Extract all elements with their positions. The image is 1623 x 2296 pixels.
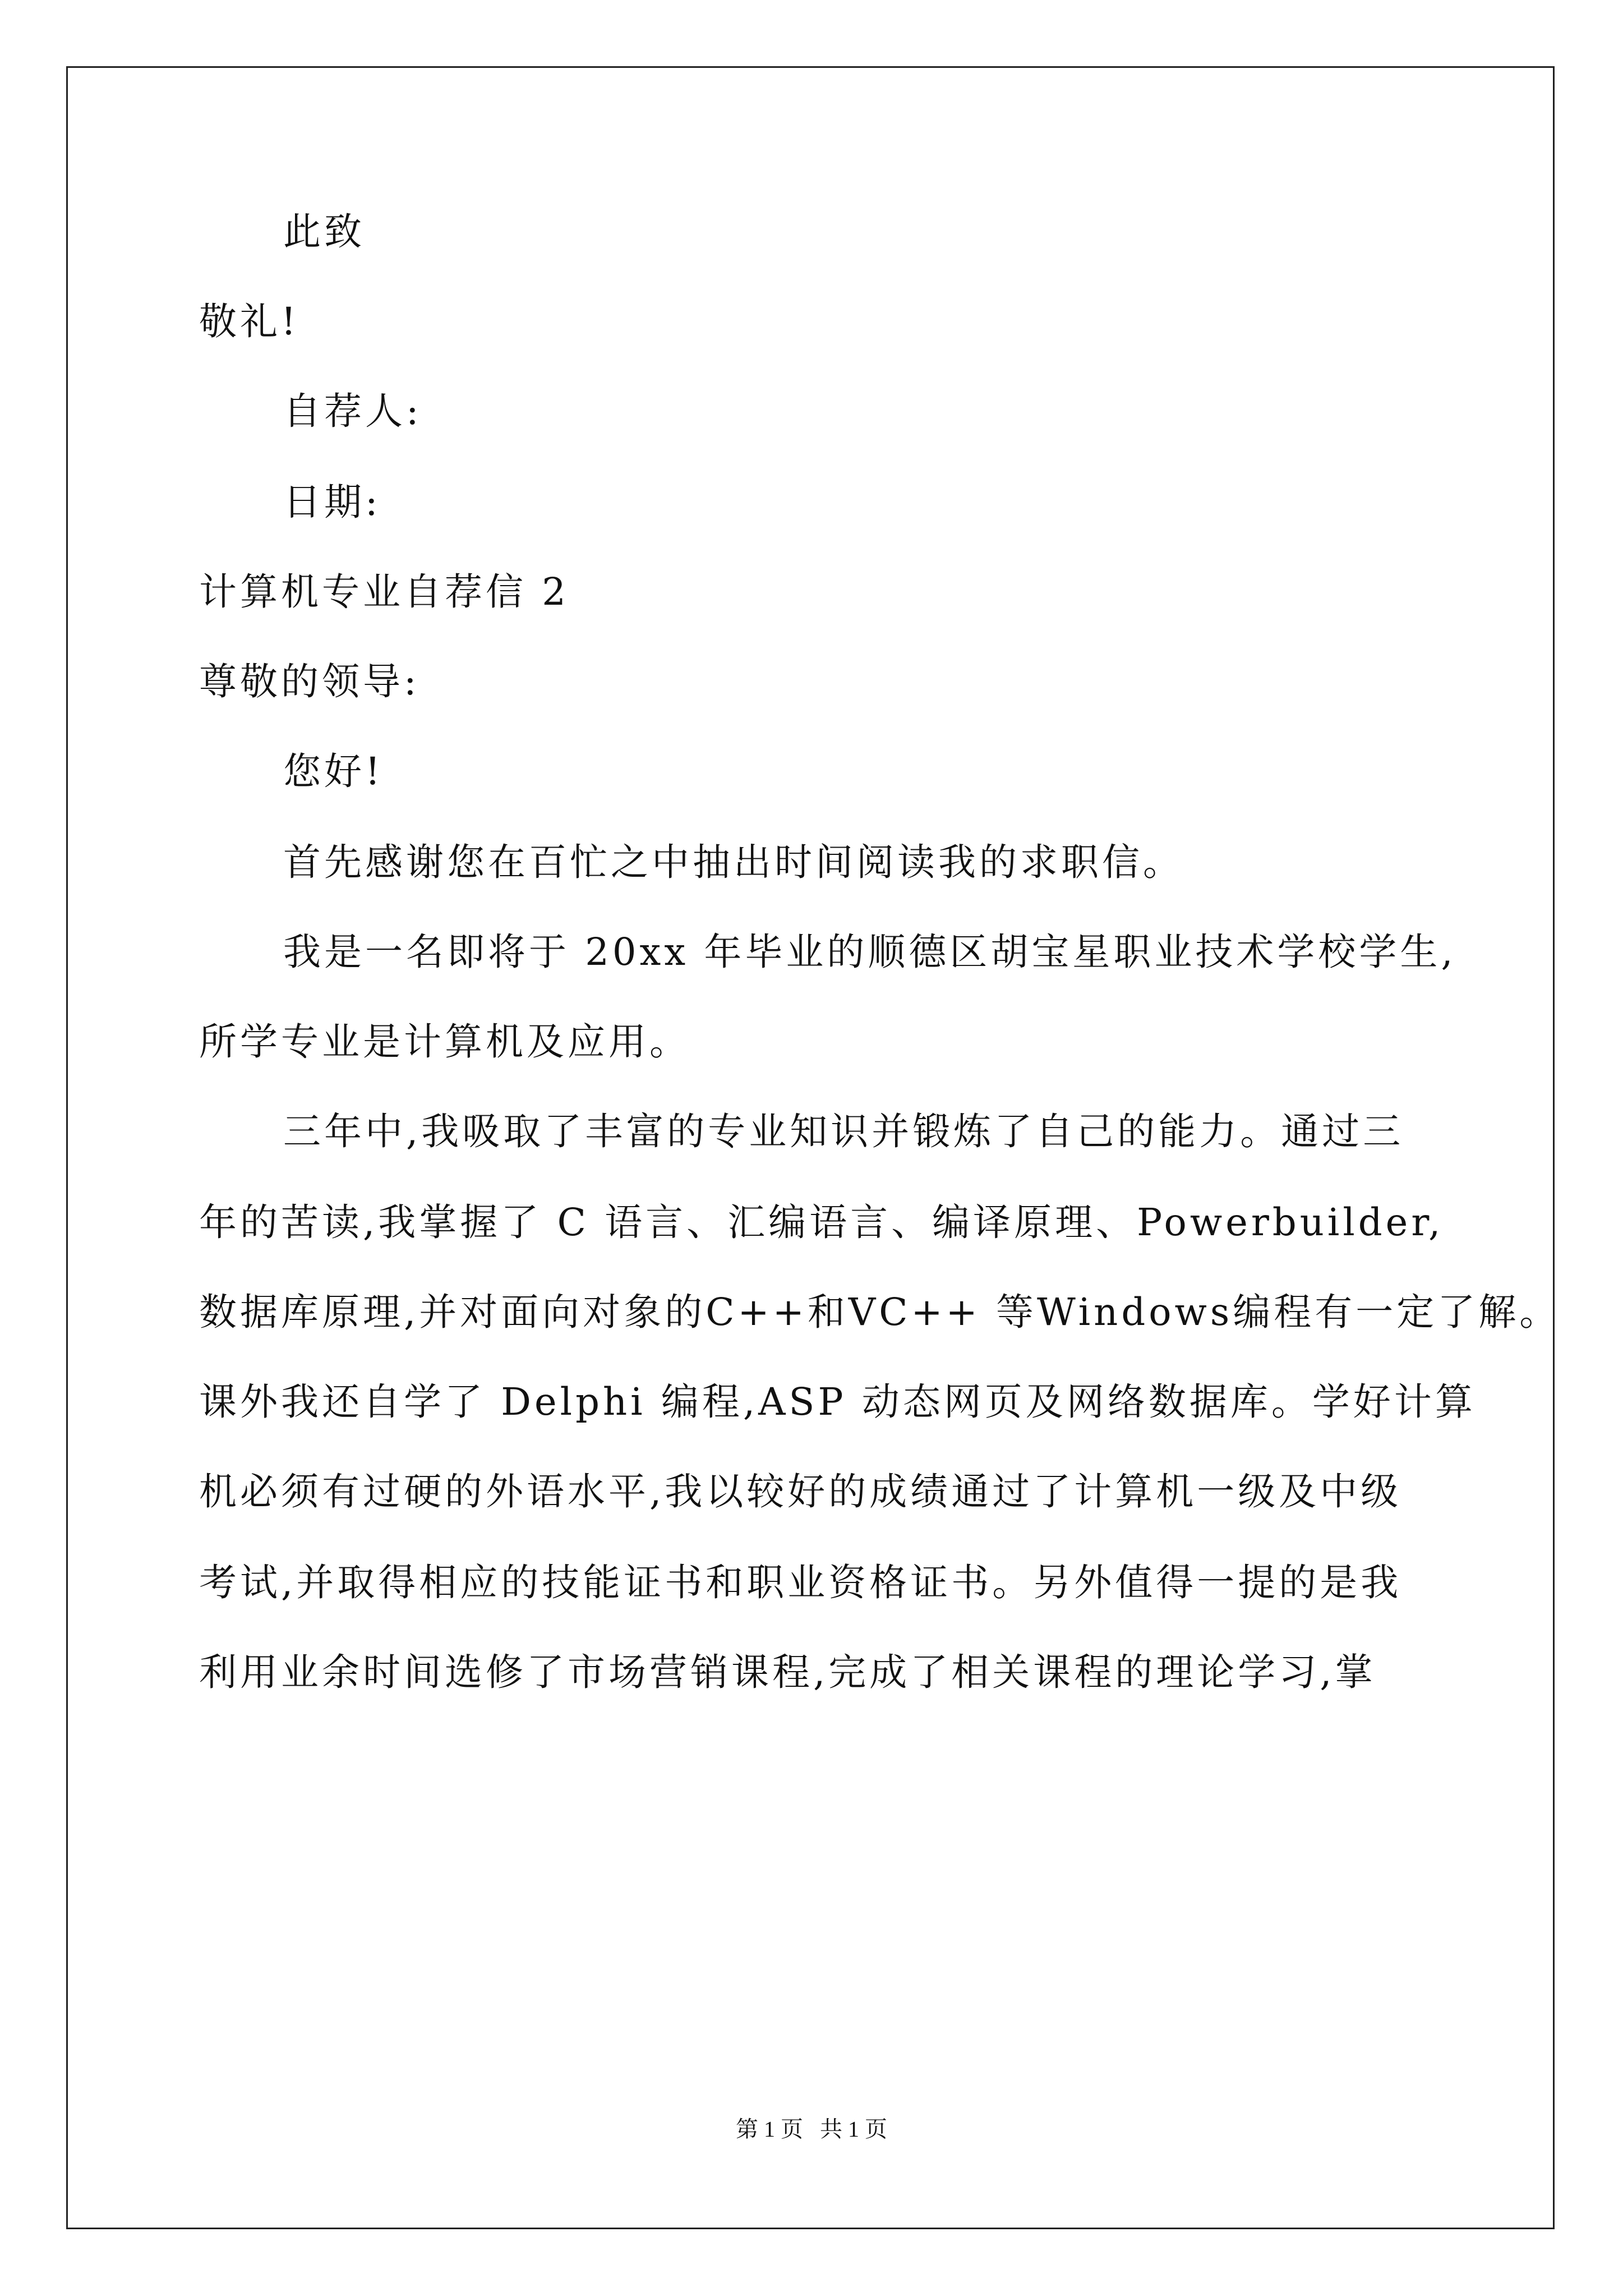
sender-label: 自荐人: [283, 389, 422, 433]
paragraph-line: 机必须有过硬的外语水平,我以较好的成绩通过了计算机一级及中级 [199, 1470, 1402, 1513]
closing-line: 此致 [283, 210, 365, 254]
page-total: 共 1 页 [820, 2116, 887, 2142]
paragraph-line: 利用业余时间选修了市场营销课程,完成了相关课程的理论学习,掌 [199, 1650, 1376, 1694]
page-footer [0, 2118, 1623, 2141]
paragraph-line: 所学专业是计算机及应用。 [199, 1020, 690, 1064]
date-label: 日期: [283, 480, 381, 524]
letter-title: 计算机专业自荐信 2 [199, 570, 569, 614]
greeting-hello: 您好! [283, 749, 384, 793]
paragraph-line: 三年中,我吸取了丰富的专业知识并锻炼了自己的能力。通过三 [283, 1110, 1404, 1153]
paragraph-line: 我是一名即将于 20xx 年毕业的顺德区胡宝星职业技术学校学生, [283, 930, 1456, 974]
greeting-recipient: 尊敬的领导: [199, 660, 420, 703]
salutation-regards: 敬礼! [199, 300, 299, 343]
paragraph-line: 课外我还自学了 Delphi 编程,ASP 动态网页及网络数据库。学好计算 [199, 1380, 1476, 1424]
page-number: 第 1 页 [736, 2116, 803, 2142]
paragraph-line: 考试,并取得相应的技能证书和职业资格证书。另外值得一提的是我 [199, 1561, 1402, 1604]
paragraph-line: 年的苦读,我掌握了 C 语言、汇编语言、编译原理、Powerbuilder, [199, 1200, 1444, 1244]
paragraph-line: 数据库原理,并对面向对象的C++和VC++ 等Windows编程有一定了解。 [199, 1290, 1561, 1334]
paragraph-line: 首先感谢您在百忙之中抽出时间阅读我的求职信。 [283, 840, 1184, 884]
